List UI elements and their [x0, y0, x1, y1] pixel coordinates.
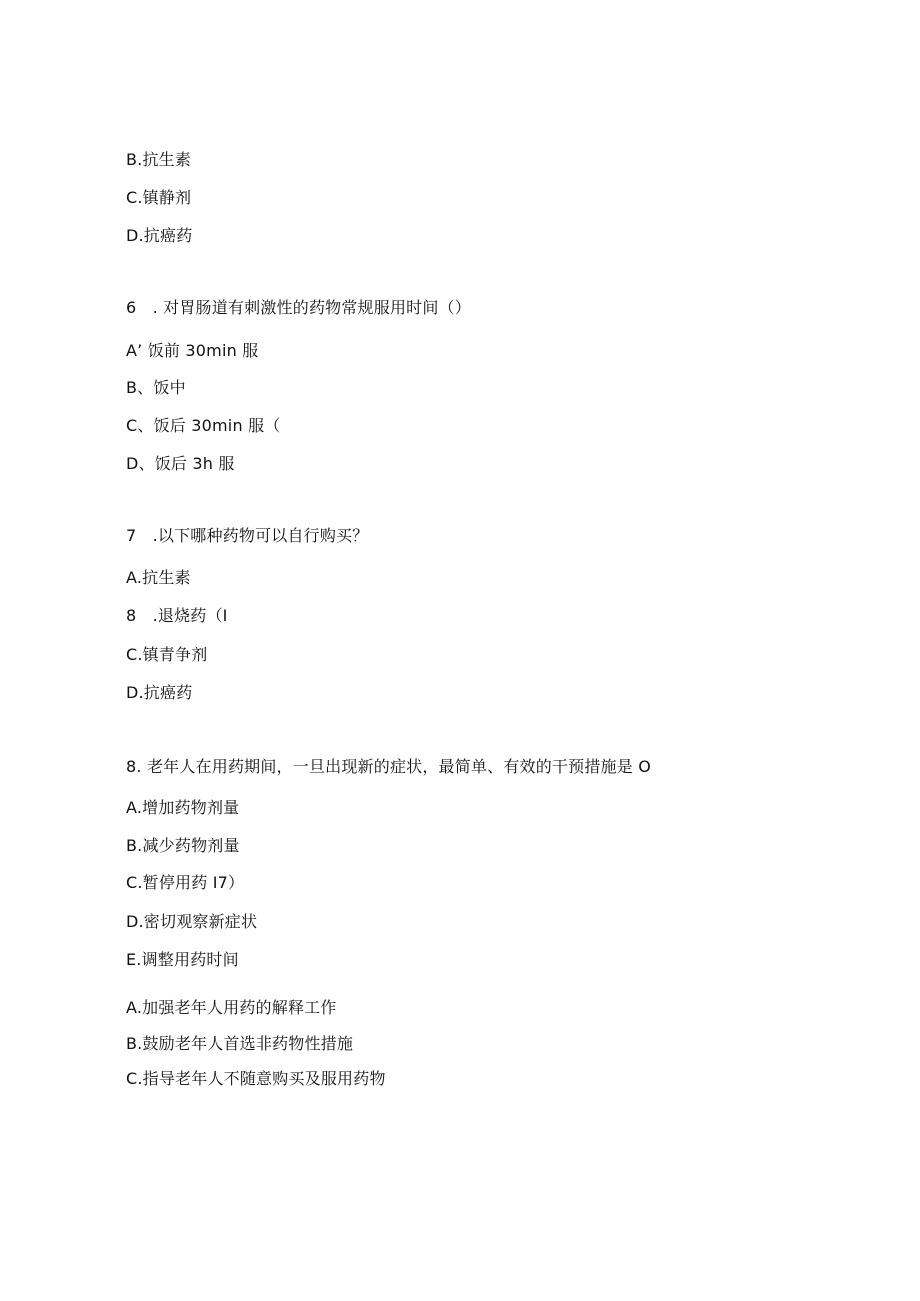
- option-d-anticancer: D.抗癌药: [126, 226, 193, 245]
- q9-option-a: A.加强老年人用药的解释工作: [126, 998, 337, 1017]
- question-6: 6 . 对胃肠道有刺激性的药物常规服用时间（）: [126, 298, 471, 317]
- q6-option-b: B、饭中: [126, 378, 186, 397]
- q9-option-b: B.鼓励老年人首选非药物性措施: [126, 1034, 354, 1053]
- q8-option-c: C.暂停用药 I7）: [126, 873, 245, 892]
- question-8: 8. 老年人在用药期间，一旦出现新的症状，最简单、有效的干预措施是 O: [126, 757, 652, 776]
- q6-option-d: D、饭后 3h 服: [126, 454, 235, 473]
- q8-option-e: E.调整用药时间: [126, 950, 239, 969]
- question-7: 7 .以下哪种药物可以自行购买？: [126, 526, 369, 545]
- q8-option-a: A.增加药物剂量: [126, 798, 240, 817]
- q6-option-c: C、饭后 30min 服（: [126, 416, 281, 435]
- q8-option-b: B.减少药物剂量: [126, 836, 240, 855]
- q7-option-b: 8 .退烧药（I: [126, 606, 228, 625]
- q6-option-a: A’ 饭前 30min 服: [126, 341, 259, 360]
- option-c-sedative: C.镇静剂: [126, 188, 192, 207]
- q7-option-a: A.抗生素: [126, 568, 191, 587]
- q9-option-c: C.指导老年人不随意购买及服用药物: [126, 1069, 386, 1088]
- q7-option-c: C.镇青争剂: [126, 645, 208, 664]
- q7-option-d: D.抗癌药: [126, 683, 193, 702]
- option-b-antibiotics: B.抗生素: [126, 150, 192, 169]
- q8-option-d: D.密切观察新症状: [126, 912, 258, 931]
